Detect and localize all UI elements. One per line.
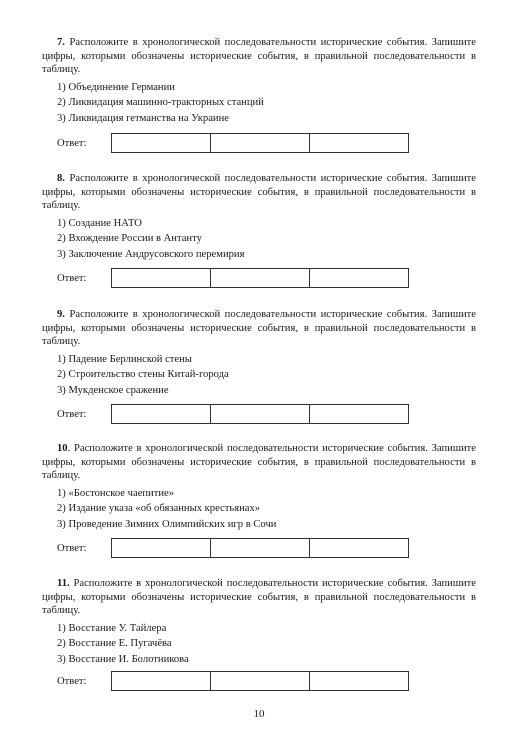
task-number: 9. xyxy=(57,309,65,320)
answer-cell-3[interactable] xyxy=(310,405,408,423)
answer-cell-2[interactable] xyxy=(211,672,310,690)
task-text: Расположите в хронологической последовательности исторические события. Запишите цифры, которыми обозначены исторические события, в правильной последовательности в таблицу. xyxy=(42,309,477,348)
options-list xyxy=(57,216,476,263)
task-number: 7. xyxy=(57,37,65,48)
page-number: 10 xyxy=(253,708,265,720)
answer-cell-3[interactable] xyxy=(310,134,408,152)
answer-label: Ответ: xyxy=(57,137,87,149)
option-item: 1) «Бостонское чаепитие» xyxy=(57,487,175,499)
option-item: 1) Создание НАТО xyxy=(57,217,142,229)
task-prompt xyxy=(42,172,476,213)
options-list xyxy=(57,621,476,668)
answer-table xyxy=(111,133,409,153)
options-list xyxy=(57,486,476,533)
option-item: 3) Проведение Зимних Олимпийских игр в Сочи xyxy=(57,518,277,530)
option-item: 3) Ликвидация гетманства на Украине xyxy=(57,112,229,124)
task-prompt xyxy=(42,36,476,77)
option-item: 1) Объединение Германии xyxy=(57,81,175,93)
options-list xyxy=(57,80,476,127)
option-item: 3) Восстание И. Болотникова xyxy=(57,653,189,665)
option-item: 2) Восстание Е. Пугачёва xyxy=(57,638,172,650)
task-10 xyxy=(42,442,476,554)
options-list xyxy=(57,352,476,399)
answer-label: Ответ: xyxy=(57,542,87,554)
answer-label: Ответ: xyxy=(57,675,87,687)
answer-cell-1[interactable] xyxy=(112,134,211,152)
answer-cell-1[interactable] xyxy=(112,672,211,690)
task-prompt xyxy=(42,577,476,618)
answer-cell-3[interactable] xyxy=(310,672,408,690)
task-prompt xyxy=(42,442,476,483)
task-text: Расположите в хронологической последовательности исторические события. Запишите цифры, которыми обозначены исторические события, в правильной последовательности в таблицу. xyxy=(42,578,476,617)
option-item: 2) Вхождение России в Антанту xyxy=(57,233,202,245)
answer-cell-2[interactable] xyxy=(211,539,310,557)
answer-row xyxy=(57,538,409,558)
answer-cell-3[interactable] xyxy=(310,269,408,287)
answer-cell-3[interactable] xyxy=(310,539,408,557)
answer-cell-1[interactable] xyxy=(112,269,211,287)
task-number: 11. xyxy=(57,578,70,589)
answer-label: Ответ: xyxy=(57,272,87,284)
option-item: 2) Строительство стены Китай-города xyxy=(57,369,229,381)
option-item: 2) Ликвидация машинно-тракторных станций xyxy=(57,97,264,109)
task-9 xyxy=(42,308,477,420)
option-item: 3) Мукденское сражение xyxy=(57,384,169,396)
answer-row xyxy=(57,133,409,153)
answer-row xyxy=(57,671,409,691)
task-8 xyxy=(42,172,477,284)
option-item: 3) Заключение Андрусовского перемирия xyxy=(57,248,245,260)
task-text: Расположите в хронологической последовательности исторические события. Запишите цифры, которыми обозначены исторические события, в правильной последовательности в таблицу. xyxy=(42,37,477,76)
task-11 xyxy=(42,577,476,687)
answer-row xyxy=(57,268,409,288)
option-item: 2) Издание указа «об обязанных крестьянах» xyxy=(57,503,261,515)
task-text: . Расположите в хронологической последовательности исторические события. Запишите цифры, которыми обозначены исторические события, в правильной последовательности в таблицу. xyxy=(42,443,476,482)
option-item: 1) Восстание У. Тайлера xyxy=(57,622,167,634)
answer-cell-2[interactable] xyxy=(211,269,310,287)
answer-table xyxy=(111,268,409,288)
task-number: 8. xyxy=(57,173,65,184)
option-item: 1) Падение Берлинской стены xyxy=(57,353,192,365)
task-text: Расположите в хронологической последовательности исторические события. Запишите цифры, которыми обозначены исторические события, в правильной последовательности в таблицу. xyxy=(42,173,477,212)
answer-table xyxy=(111,404,409,424)
answer-cell-1[interactable] xyxy=(112,539,211,557)
answer-label: Ответ: xyxy=(57,408,87,420)
answer-table xyxy=(111,671,409,691)
answer-cell-2[interactable] xyxy=(211,134,310,152)
task-prompt xyxy=(42,308,476,349)
task-7 xyxy=(42,36,477,149)
answer-cell-1[interactable] xyxy=(112,405,211,423)
answer-table xyxy=(111,538,409,558)
answer-row xyxy=(57,404,409,424)
task-number: 10 xyxy=(57,443,68,454)
answer-cell-2[interactable] xyxy=(211,405,310,423)
